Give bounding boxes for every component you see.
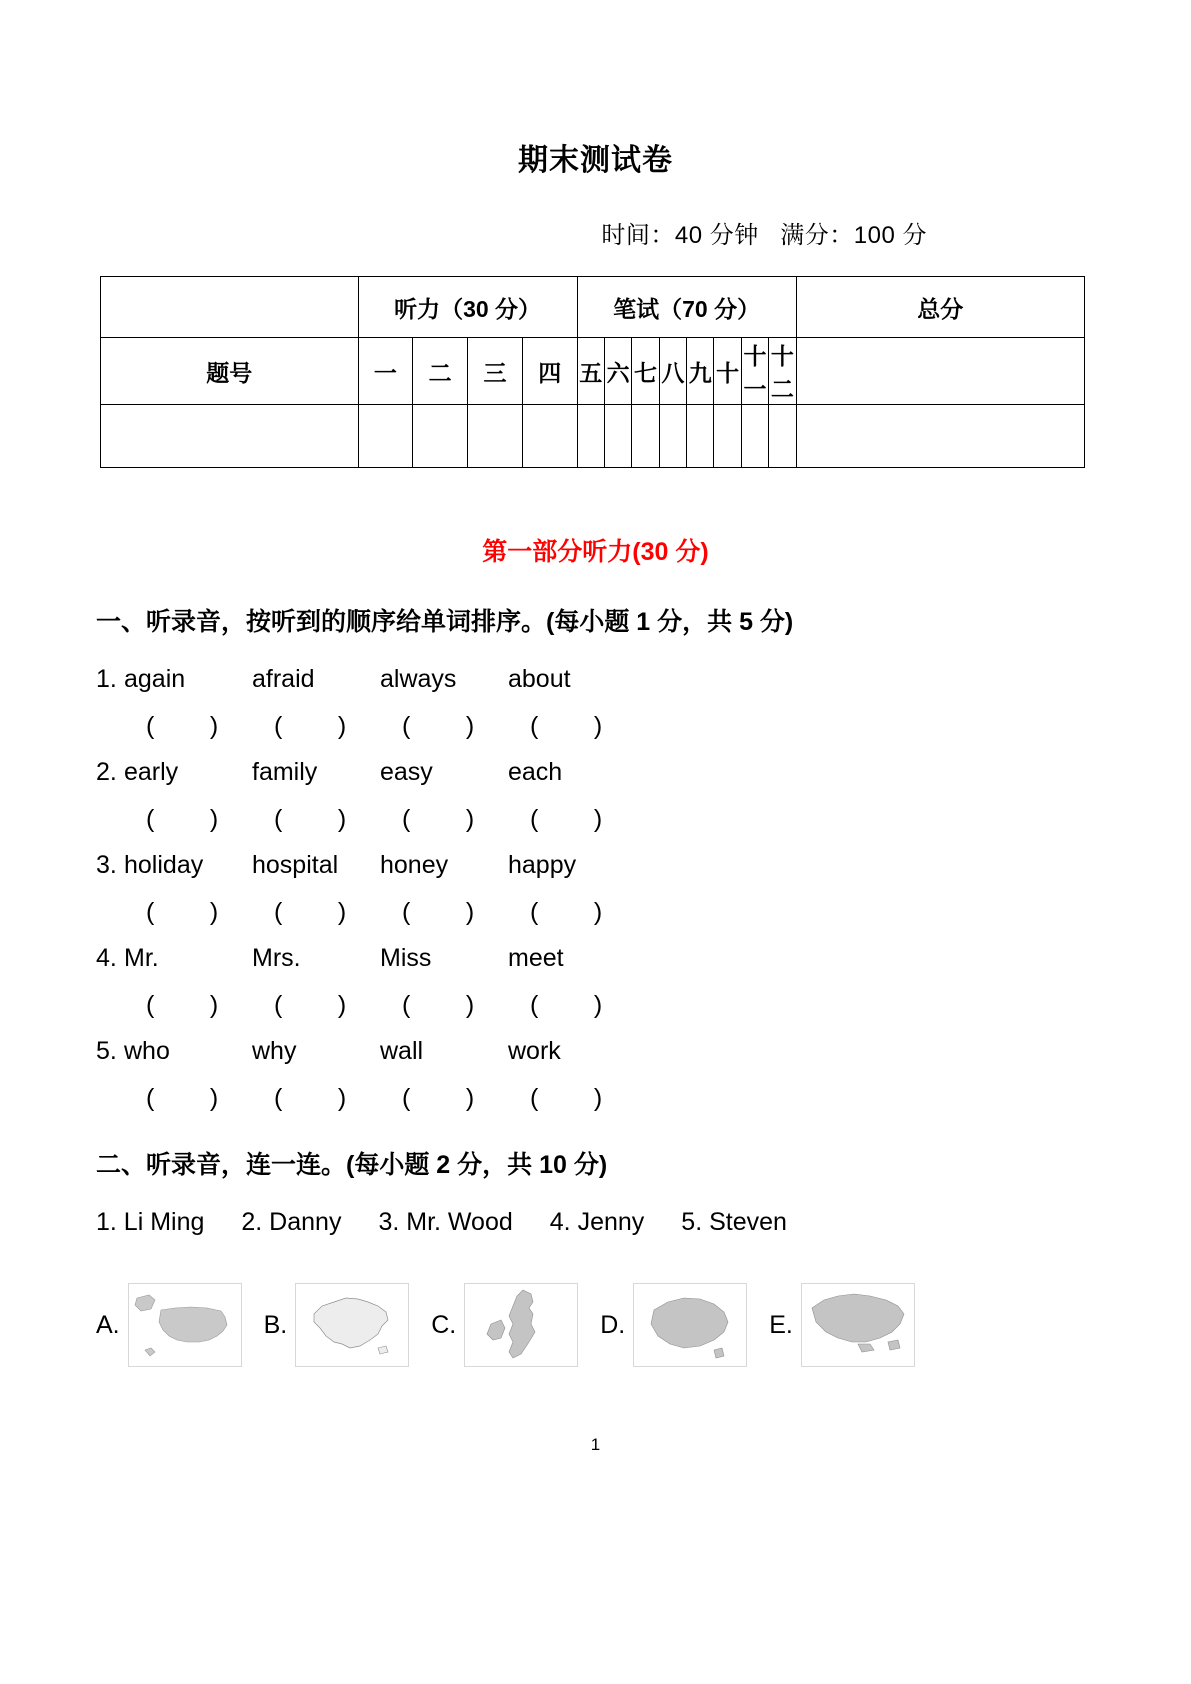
answer-blank[interactable]: ( ) [274,712,347,740]
question-number-6: 六 [604,338,631,405]
score-cell-5[interactable] [577,405,604,468]
answer-blank[interactable]: ( ) [274,898,347,926]
name-item[interactable]: 4. Jenny [549,1208,645,1236]
word-option: Miss [380,944,432,972]
picture-letter: A. [96,1310,120,1339]
answer-paren-row [96,878,1095,925]
word-option: hospital [252,851,339,879]
word-option: happy [508,851,577,879]
answer-blank[interactable]: ( ) [274,805,347,833]
header-total: 总分 [796,277,1084,338]
picture-letter: D. [600,1310,626,1339]
score-cell-3[interactable] [468,405,523,468]
question-number-9: 九 [687,338,714,405]
answer-blank[interactable]: ( ) [146,712,219,740]
answer-blank[interactable]: ( ) [146,991,219,1019]
question-one-body [96,638,1095,1111]
question-two-heading: 二、听录音，连一连。(每小题 2 分，共 10 分) [96,1151,608,1179]
map-australia-icon [633,1283,747,1367]
map-usa-icon [128,1283,242,1367]
picture-letter: B. [263,1310,288,1339]
word-option: wall [380,1037,424,1065]
question-number-11: 十一 [741,338,768,405]
word-option: family [252,758,318,786]
question-two-names [96,1181,1095,1237]
question-two-pictures [96,1237,1095,1367]
word-row-number: 2. [96,758,117,786]
answer-blank[interactable]: ( ) [402,898,475,926]
question-number-row [101,338,1085,405]
name-item[interactable]: 2. Danny [241,1208,342,1236]
score-cell-4[interactable] [522,405,577,468]
part-one-heading: 第一部分听力(30 分) [482,538,709,566]
score-cell-1[interactable] [358,405,413,468]
page-title: 期末测试卷 [518,144,673,177]
word-row [96,1018,1095,1064]
word-option: easy [380,758,433,786]
picture-option-b[interactable] [264,1283,432,1367]
word-row-number: 5. [96,1037,117,1065]
score-cell-10[interactable] [714,405,741,468]
word-option: work [508,1037,561,1065]
answer-blank[interactable]: ( ) [530,1084,603,1112]
answer-blank[interactable]: ( ) [402,712,475,740]
score-cell-7[interactable] [632,405,659,468]
word-option: always [380,665,457,693]
question-one-heading: 一、听录音，按听到的顺序给单词排序。(每小题 1 分，共 5 分) [96,608,794,636]
question-number-10: 十 [714,338,741,405]
answer-blank[interactable]: ( ) [146,1084,219,1112]
picture-letter: C. [431,1310,457,1339]
answer-paren-row [96,785,1095,832]
row-label-question-number: 题号 [101,338,359,405]
picture-option-d[interactable] [600,1283,769,1367]
word-row [96,832,1095,878]
score-entry-row [101,405,1085,468]
score-cell-12[interactable] [769,405,796,468]
question-number-12: 十二 [769,338,796,405]
word-option: Mrs. [252,944,301,972]
word-row [96,925,1095,971]
question-number-4: 四 [522,338,577,405]
answer-blank[interactable]: ( ) [402,991,475,1019]
total-score-header-cell [796,338,1084,405]
answer-blank[interactable]: ( ) [530,712,603,740]
word-option: again [124,665,186,693]
answer-blank[interactable]: ( ) [274,991,347,1019]
score-cell-2[interactable] [413,405,468,468]
picture-option-c[interactable] [431,1283,600,1367]
name-item[interactable]: 3. Mr. Wood [378,1208,513,1236]
exam-meta-line: 时间：40 分钟 满分：100 分 [601,222,927,249]
answer-blank[interactable]: ( ) [274,1084,347,1112]
question-number-3: 三 [468,338,523,405]
word-option: why [252,1037,297,1065]
header-written: 笔试（70 分） [577,277,796,338]
table-header-row [101,277,1085,338]
answer-blank[interactable]: ( ) [146,805,219,833]
name-item[interactable]: 1. Li Ming [96,1208,205,1236]
answer-blank[interactable]: ( ) [530,991,603,1019]
header-empty-cell [101,277,359,338]
score-table [100,276,1085,468]
score-cell-label[interactable] [101,405,359,468]
answer-blank[interactable]: ( ) [146,898,219,926]
picture-option-e[interactable] [769,1283,937,1367]
picture-option-a[interactable] [96,1283,264,1367]
header-listening: 听力（30 分） [358,277,577,338]
answer-blank[interactable]: ( ) [402,1084,475,1112]
word-row [96,739,1095,785]
word-option: meet [508,944,564,972]
word-row-number: 1. [96,665,117,693]
name-item[interactable]: 5. Steven [681,1208,787,1236]
answer-paren-row [96,692,1095,739]
word-option: about [508,665,571,693]
score-cell-9[interactable] [687,405,714,468]
word-option: Mr. [124,944,159,972]
word-row-number: 4. [96,944,117,972]
map-uk-icon [464,1283,578,1367]
question-number-7: 七 [632,338,659,405]
word-option: holiday [124,851,204,879]
answer-blank[interactable]: ( ) [402,805,475,833]
answer-blank[interactable]: ( ) [530,805,603,833]
map-china-icon [295,1283,409,1367]
question-number-1: 一 [358,338,413,405]
word-option: who [124,1037,170,1065]
question-number-2: 二 [413,338,468,405]
score-cell-8[interactable] [659,405,686,468]
score-cell-11[interactable] [741,405,768,468]
score-cell-total[interactable] [796,405,1084,468]
word-option: honey [380,851,449,879]
answer-blank[interactable]: ( ) [530,898,603,926]
map-canada-icon [801,1283,915,1367]
score-table-wrapper [96,276,1095,468]
answer-paren-row [96,1064,1095,1111]
picture-letter: E. [769,1310,793,1339]
score-cell-6[interactable] [604,405,631,468]
answer-paren-row [96,971,1095,1018]
word-option: early [124,758,179,786]
question-number-8: 八 [659,338,686,405]
word-row [96,646,1095,692]
word-option: afraid [252,665,315,693]
word-option: each [508,758,563,786]
question-number-5: 五 [577,338,604,405]
page-number: 1 [590,1435,601,1454]
word-row-number: 3. [96,851,117,879]
